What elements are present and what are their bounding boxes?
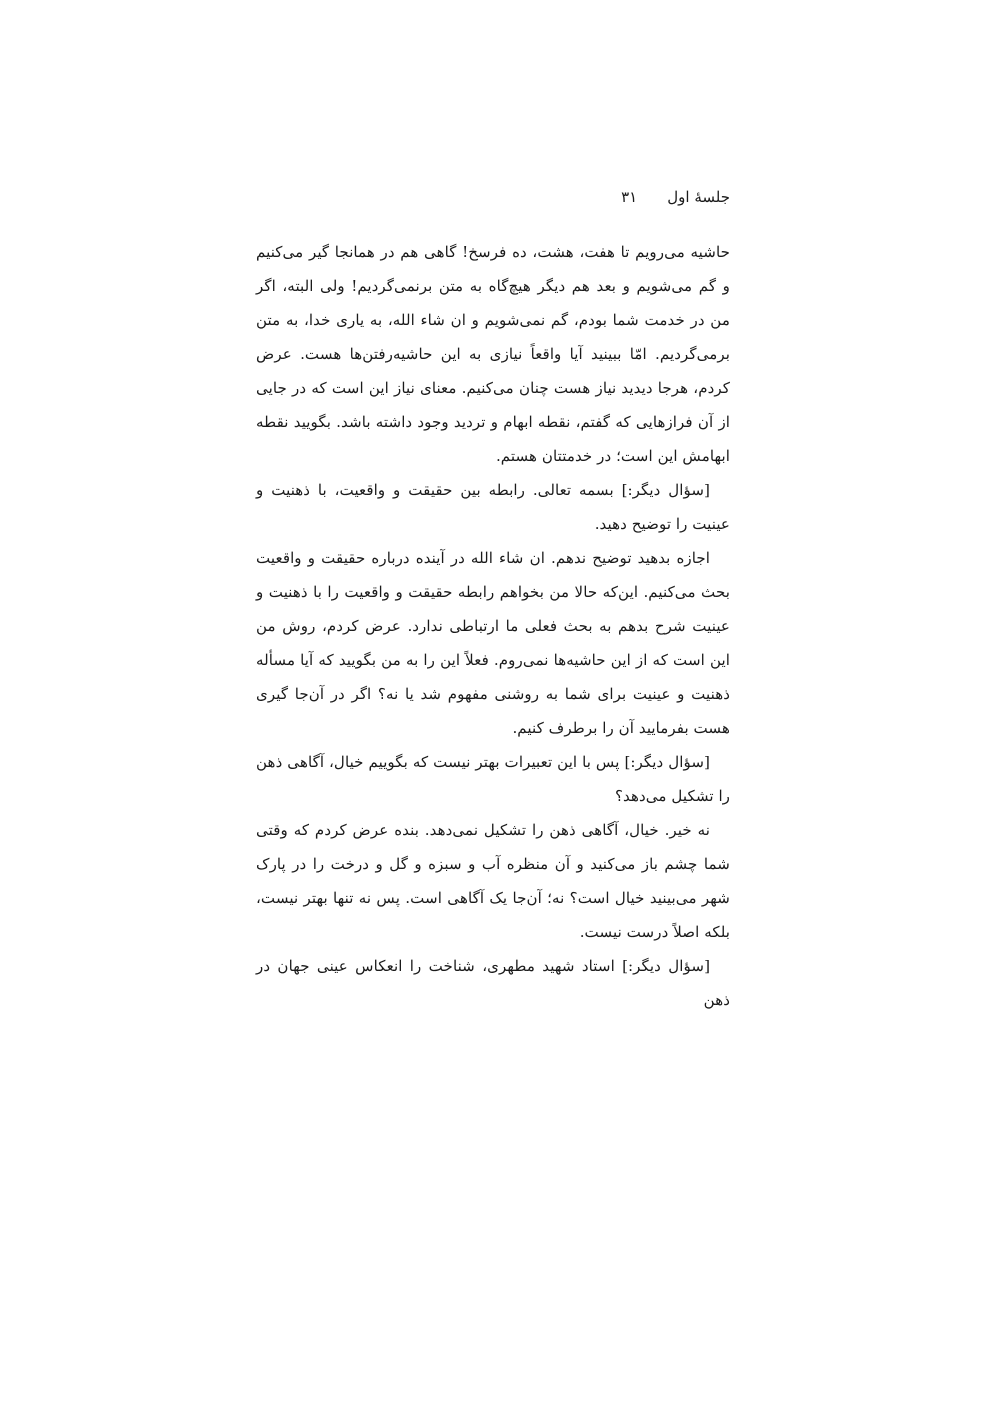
book-page — [256, 186, 730, 1017]
question-paragraph: [سؤال دیگر:] بسمه تعالی. رابطه بین حقیقت و واقعیت، با ذهنیت و عینیت را توضیح دهید. — [256, 481, 730, 533]
page-number: ۳۱ — [621, 188, 638, 206]
answer-paragraph: نه خیر. خیال، آگاهی ذهن را تشکیل نمی‌دهد. بنده عرض کردم که وقتی شما چشم باز می‌کنید و آن منظره آب و سبزه و گل و درخت را در پارک شهر می‌بینید خیال است؟ نه؛ آن‌جا یک آگاهی است. پس نه تنها بهتر نیست، بلکه اصلاً درست نیست. — [256, 821, 730, 941]
question-paragraph: [سؤال دیگر:] پس با این تعبیرات بهتر نیست که بگوییم خیال، آگاهی ذهن را تشکیل می‌دهد؟ — [256, 753, 730, 805]
paragraph-continuation: حاشیه می‌رویم تا هفت، هشت، ده فرسخ! گاهی هم در همانجا گیر می‌کنیم و گم می‌شویم و بعد هم دیگر هیچ‌گاه به متن برنمی‌گردیم! ولی البته، اگر من در خدمت شما بودم، گم نمی‌شویم و ان شاء الله، به یاری خدا، به متن برمی‌گردیم. امّا ببینید آیا واقعاً نیازی به این حاشیه‌رفتن‌ها هست. عرض کردم، هرجا دیدید نیاز هست چنان می‌کنیم. معنای نیاز این است که در جایی از آن فرازهایی که گفتم، نقطه ابهام و تردید وجود داشته باشد. بگویید نقطه ابهامش این است؛ در خدمتتان هستم. — [256, 243, 730, 465]
running-head — [256, 186, 730, 208]
question-paragraph: [سؤال دیگر:] استاد شهید مطهری، شناخت را انعکاس عینی جهان در ذهن — [256, 957, 730, 1009]
section-title: جلسهٔ اول — [667, 188, 730, 206]
answer-paragraph: اجازه بدهید توضیح ندهم. ان شاء الله در آینده درباره حقیقت و واقعیت بحث می‌کنیم. این‌که حالا من بخواهم رابطه حقیقت و واقعیت را با ذهنیت و عینیت شرح بدهم به بحث فعلی ما ارتباطی ندارد. عرض کردم، روش من این است که از این حاشیه‌ها نمی‌روم. فعلاً این را به من بگویید که آیا مسأله ذهنیت و عینیت برای شما به روشنی مفهوم شد یا نه؟ اگر در آن‌جا گیری هست بفرمایید آن را برطرف کنیم. — [256, 549, 730, 737]
body-text — [256, 235, 730, 1017]
